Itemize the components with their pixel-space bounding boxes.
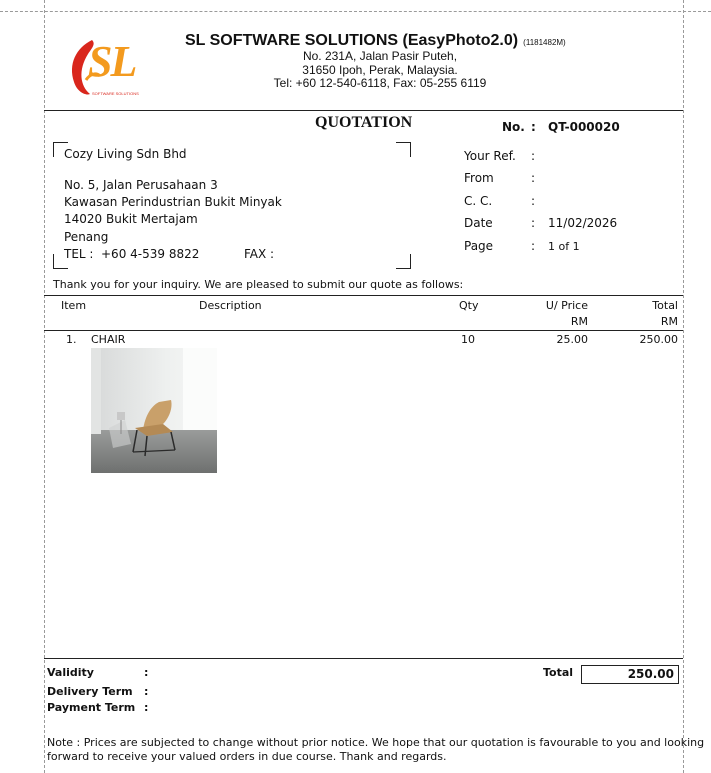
quotation-no-sep: : <box>531 120 536 134</box>
from-label: From <box>464 171 494 185</box>
col-header-unit-price: U/ Price <box>545 299 588 312</box>
row-description: CHAIR <box>91 333 126 346</box>
customer-fax-label: FAX : <box>244 247 275 261</box>
cc-label: C. C. <box>464 194 493 208</box>
row-total: 250.00 <box>639 333 678 346</box>
document-title: QUOTATION <box>315 114 413 131</box>
row-qty: 10 <box>461 333 475 346</box>
top-margin-guide <box>0 11 711 12</box>
page-label: Page <box>464 239 494 253</box>
col-header-item: Item <box>61 299 87 312</box>
date-value: 11/02/2026 <box>548 216 618 230</box>
customer-address-4: Penang <box>64 230 109 244</box>
from-sep: : <box>531 171 536 185</box>
customer-name: Cozy Living Sdn Bhd <box>64 147 187 161</box>
address-bracket-tr <box>396 142 411 157</box>
note-line-1: Note : Prices are subjected to change without prior notice. We hope that our quotation is favourable to you and looking <box>47 736 705 749</box>
right-margin-guide <box>683 0 684 773</box>
cc-sep: : <box>531 194 536 208</box>
payment-term-sep: : <box>144 701 149 714</box>
validity-sep: : <box>144 666 149 679</box>
col-header-total: Total <box>652 299 678 312</box>
logo-letters: SL <box>88 37 136 86</box>
delivery-term-label: Delivery Term <box>47 685 133 698</box>
company-reg-no: (1181482M) <box>523 38 566 47</box>
your-ref-label: Your Ref. <box>464 149 516 163</box>
intro-text: Thank you for your inquiry. We are pleased to submit our quote as follows: <box>53 278 464 291</box>
company-contact: Tel: +60 12-540-6118, Fax: 05-255 6119 <box>273 76 487 90</box>
payment-term-label: Payment Term <box>47 701 136 714</box>
company-address-2: 31650 Ipoh, Perak, Malaysia. <box>302 63 458 77</box>
total-box <box>581 665 679 684</box>
quotation-no-value: QT-000020 <box>548 120 620 134</box>
col-header-total-currency: RM <box>660 315 678 328</box>
date-label: Date <box>464 216 493 230</box>
total-label: Total <box>543 666 574 679</box>
logo-tagline: SOFTWARE SOLUTIONS <box>92 91 139 96</box>
page-sep: : <box>531 239 536 253</box>
company-address-1: No. 231A, Jalan Pasir Puteh, <box>302 49 458 63</box>
customer-address-2: Kawasan Perindustrian Bukit Minyak <box>64 195 282 209</box>
product-photo <box>91 348 217 473</box>
table-header-rule <box>44 330 683 331</box>
total-value: 250.00 <box>627 667 674 681</box>
company-name: SL SOFTWARE SOLUTIONS (EasyPhoto2.0) <box>185 32 519 49</box>
company-logo <box>66 34 142 100</box>
customer-address-3: 14020 Bukit Mertajam <box>64 212 198 226</box>
col-header-description: Description <box>199 299 262 312</box>
company-name-line <box>185 30 566 50</box>
your-ref-sep: : <box>531 149 536 163</box>
validity-label: Validity <box>47 666 94 679</box>
col-header-qty: Qty <box>459 299 479 312</box>
customer-tel-label: TEL : <box>64 247 94 261</box>
note-line-2: forward to receive your valued orders in due course. Thank and regards. <box>47 750 447 763</box>
address-bracket-br <box>396 254 411 269</box>
header-divider <box>44 110 683 111</box>
table-top-rule <box>44 295 683 296</box>
delivery-term-sep: : <box>144 685 149 698</box>
row-item-no: 1. <box>66 333 77 346</box>
table-bottom-rule <box>44 658 683 659</box>
page-value: 1 of 1 <box>548 240 580 253</box>
chair-photo-image <box>91 348 217 473</box>
customer-tel-value: +60 4-539 8822 <box>101 247 200 261</box>
quotation-no-label: No. <box>502 120 525 134</box>
date-sep: : <box>531 216 536 230</box>
customer-address-1: No. 5, Jalan Perusahaan 3 <box>64 178 218 192</box>
row-unit-price: 25.00 <box>556 333 588 346</box>
col-header-unit-price-currency: RM <box>570 315 588 328</box>
